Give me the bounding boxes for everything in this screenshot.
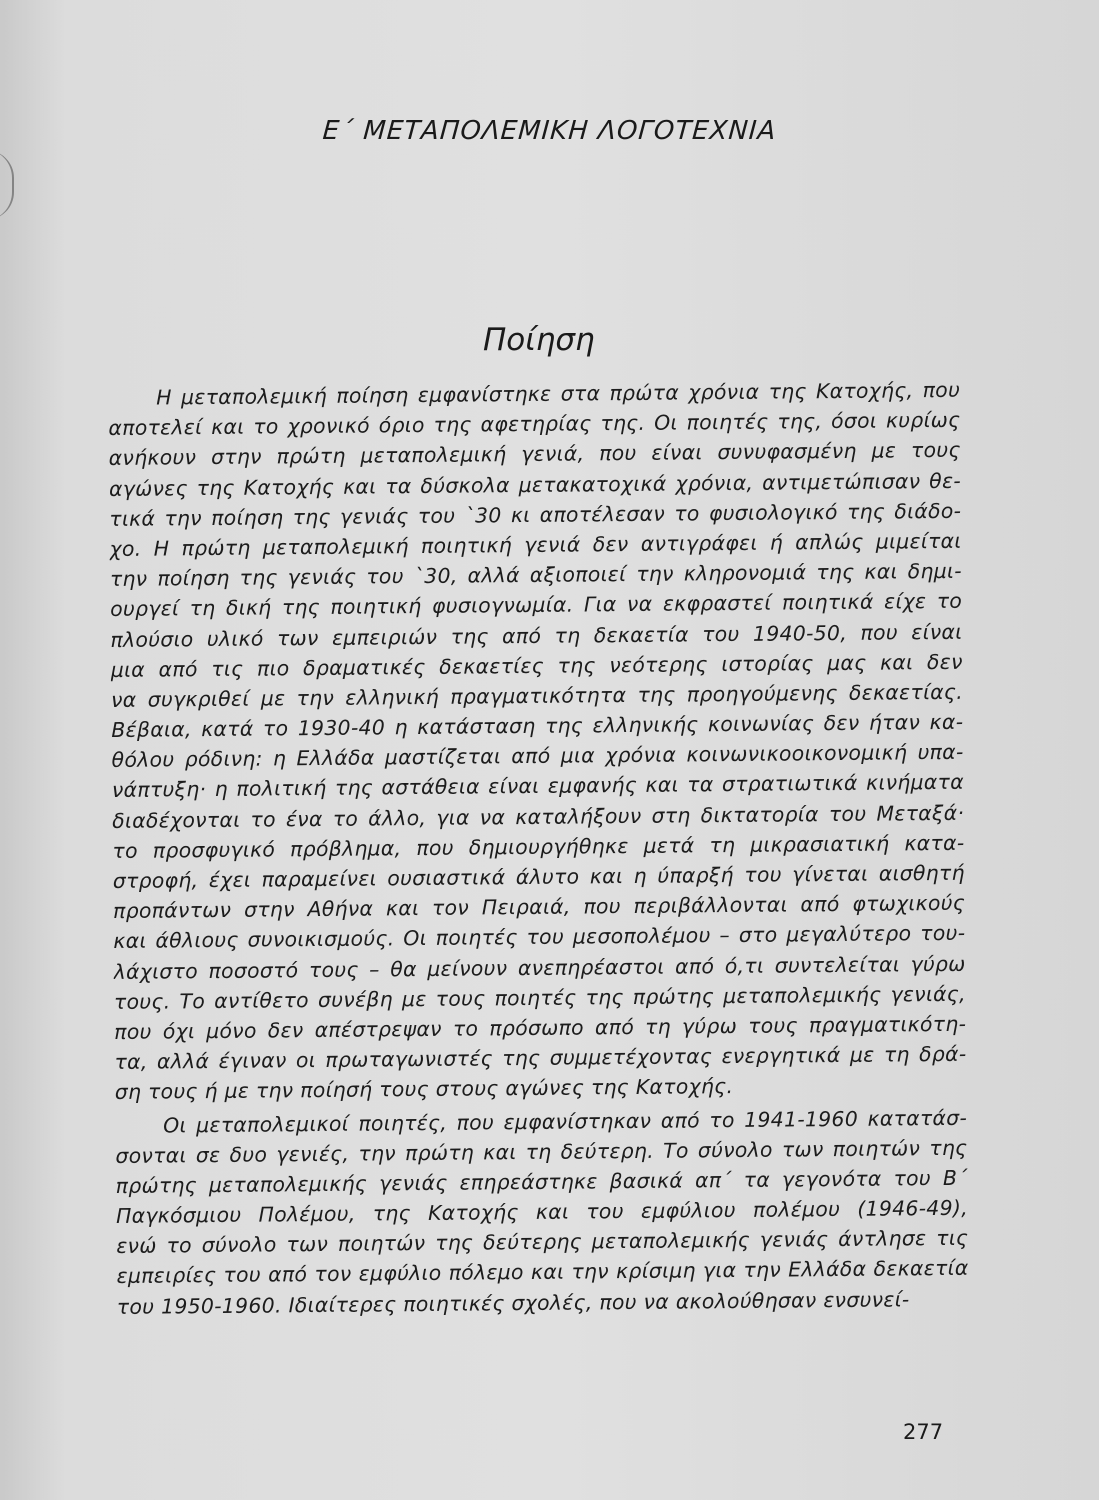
text-line: προπάντων στην Αθήνα και τον Πειραιά, που περιβάλλονται από φτωχικούς: [112, 890, 966, 924]
text-line: σονται σε δυο γενιές, την πρώτη και τη δεύτερη. Το σύνολο των ποιητών της: [115, 1135, 968, 1168]
text-line: τα, αλλά έγιναν οι πρωταγωνιστές της συμμετέχοντας ενεργητικά με τη δρά-: [114, 1041, 967, 1075]
page-edge-shadow: [0, 150, 14, 220]
text-line: ουργεί τη δική της ποιητική φυσιογνωμία. Για να εκφραστεί ποιητικά είχε το: [110, 589, 963, 622]
paragraph-2: [115, 1102, 969, 1321]
text-line: Βέβαια, κατά το 1930-40 η κατάσταση της ελληνικής κοινωνίας δεν ήταν κα-: [111, 709, 964, 743]
text-line: αποτελεί και το χρονικό όριο της αφετηρίας της. Οι ποιητές της, όσοι κυρίως: [108, 408, 961, 441]
text-line: ενώ το σύνολο των ποιητών της δεύτερης μεταπολεμικής γενιάς άντλησε τις: [116, 1226, 969, 1259]
text-line: την ποίηση της γενιάς του `30, αλλά αξιοποιεί την κληρονομιά της και δημι-: [109, 558, 962, 592]
section-title: Ποίηση: [483, 322, 595, 358]
text-line: Η μεταπολεμική ποίηση εμφανίστηκε στα πρώτα χρόνια της Κατοχής, που: [156, 377, 961, 410]
text-line: που όχι μόνο δεν απέστρεψαν το πρόσωπο από τη γύρω τους πραγματικότη-: [114, 1011, 967, 1044]
text-line: και άθλιους συνοικισμούς. Οι ποιητές του μεσοπολέμου – στο μεγαλύτερο του-: [113, 921, 966, 954]
text-line: θόλου ρόδινη: η Ελλάδα μαστίζεται από μια χρόνια κοινωνικοοικονομική υπα-: [111, 740, 964, 773]
text-line: πρώτης μεταπολεμικής γενιάς επηρεάστηκε βασικά απ΄ τα γεγονότα του Β΄: [115, 1165, 968, 1198]
text-line: Οι μεταπολεμικοί ποιητές, που εμφανίστηκαν από το 1941-1960 κατατάσ-: [163, 1105, 968, 1138]
text-line: ση τους ή με την ποίησή τους στους αγώνες της Κατοχής.: [114, 1074, 734, 1105]
body-text: [108, 375, 969, 1322]
text-line: Παγκόσμιου Πολέμου, της Κατοχής και του εμφύλιου πολέμου (1946-49),: [115, 1195, 969, 1229]
text-line: εμπειρίες του από τον εμφύλιο πόλεμο και την κρίσιμη για την Ελλάδα δεκαετία: [116, 1256, 969, 1289]
text-line: τους. Το αντίθετο συνέβη με τους ποιητές της πρώτης μεταπολεμικής γενιάς,: [113, 981, 967, 1014]
text-line: λάχιστο ποσοστό τους – θα μείνουν ανεπηρέαστοι από ό,τι συντελείται γύρω: [113, 951, 966, 984]
text-line: το προσφυγικό πρόβλημα, που δημιουργήθηκε μετά τη μικρασιατική κατα-: [112, 830, 965, 863]
text-line: διαδέχονται το ένα το άλλο, για να καταλήξουν στη δικτατορία του Μεταξά·: [112, 800, 965, 833]
paragraph-1: [108, 375, 967, 1108]
chapter-title: Ε΄ ΜΕΤΑΠΟΛΕΜΙΚΗ ΛΟΓΟΤΕΧΝΙΑ: [321, 116, 778, 146]
page-number: 277: [903, 1420, 944, 1444]
text-line: στροφή, έχει παραμείνει ουσιαστικά άλυτο και η ύπαρξή του γίνεται αισθητή: [112, 860, 965, 893]
text-line: τικά την ποίηση της γενιάς του `30 κι αποτέλεσαν το φυσιολογικό της διάδο-: [109, 498, 962, 531]
text-line: πλούσιο υλικό των εμπειριών της από τη δεκαετία του 1940-50, που είναι: [110, 619, 963, 652]
text-line: χο. Η πρώτη μεταπολεμική ποιητική γενιά δεν αντιγράφει ή απλώς μιμείται: [109, 528, 962, 561]
text-line: αγώνες της Κατοχής και τα δύσκολα μετακατοχικά χρόνια, αντιμετώπισαν θε-: [108, 468, 962, 501]
text-line: του 1950-1960. Ιδιαίτερες ποιητικές σχολές, που να ακολούθησαν ενσυνεί-: [116, 1286, 910, 1319]
text-line: ανήκουν στην πρώτη μεταπολεμική γενιά, που είναι συνυφασμένη με τους: [108, 438, 961, 471]
text-line: να συγκριθεί με την ελληνική πραγματικότητα της προηγούμενης δεκαετίας.: [110, 679, 964, 712]
text-line: νάπτυξη· η πολιτική της αστάθεια είναι εμφανής και τα στρατιωτικά κινήματα: [111, 770, 964, 803]
text-line: μια από τις πιο δραματικές δεκαετίες της νεότερης ιστορίας μας και δεν: [110, 649, 963, 682]
